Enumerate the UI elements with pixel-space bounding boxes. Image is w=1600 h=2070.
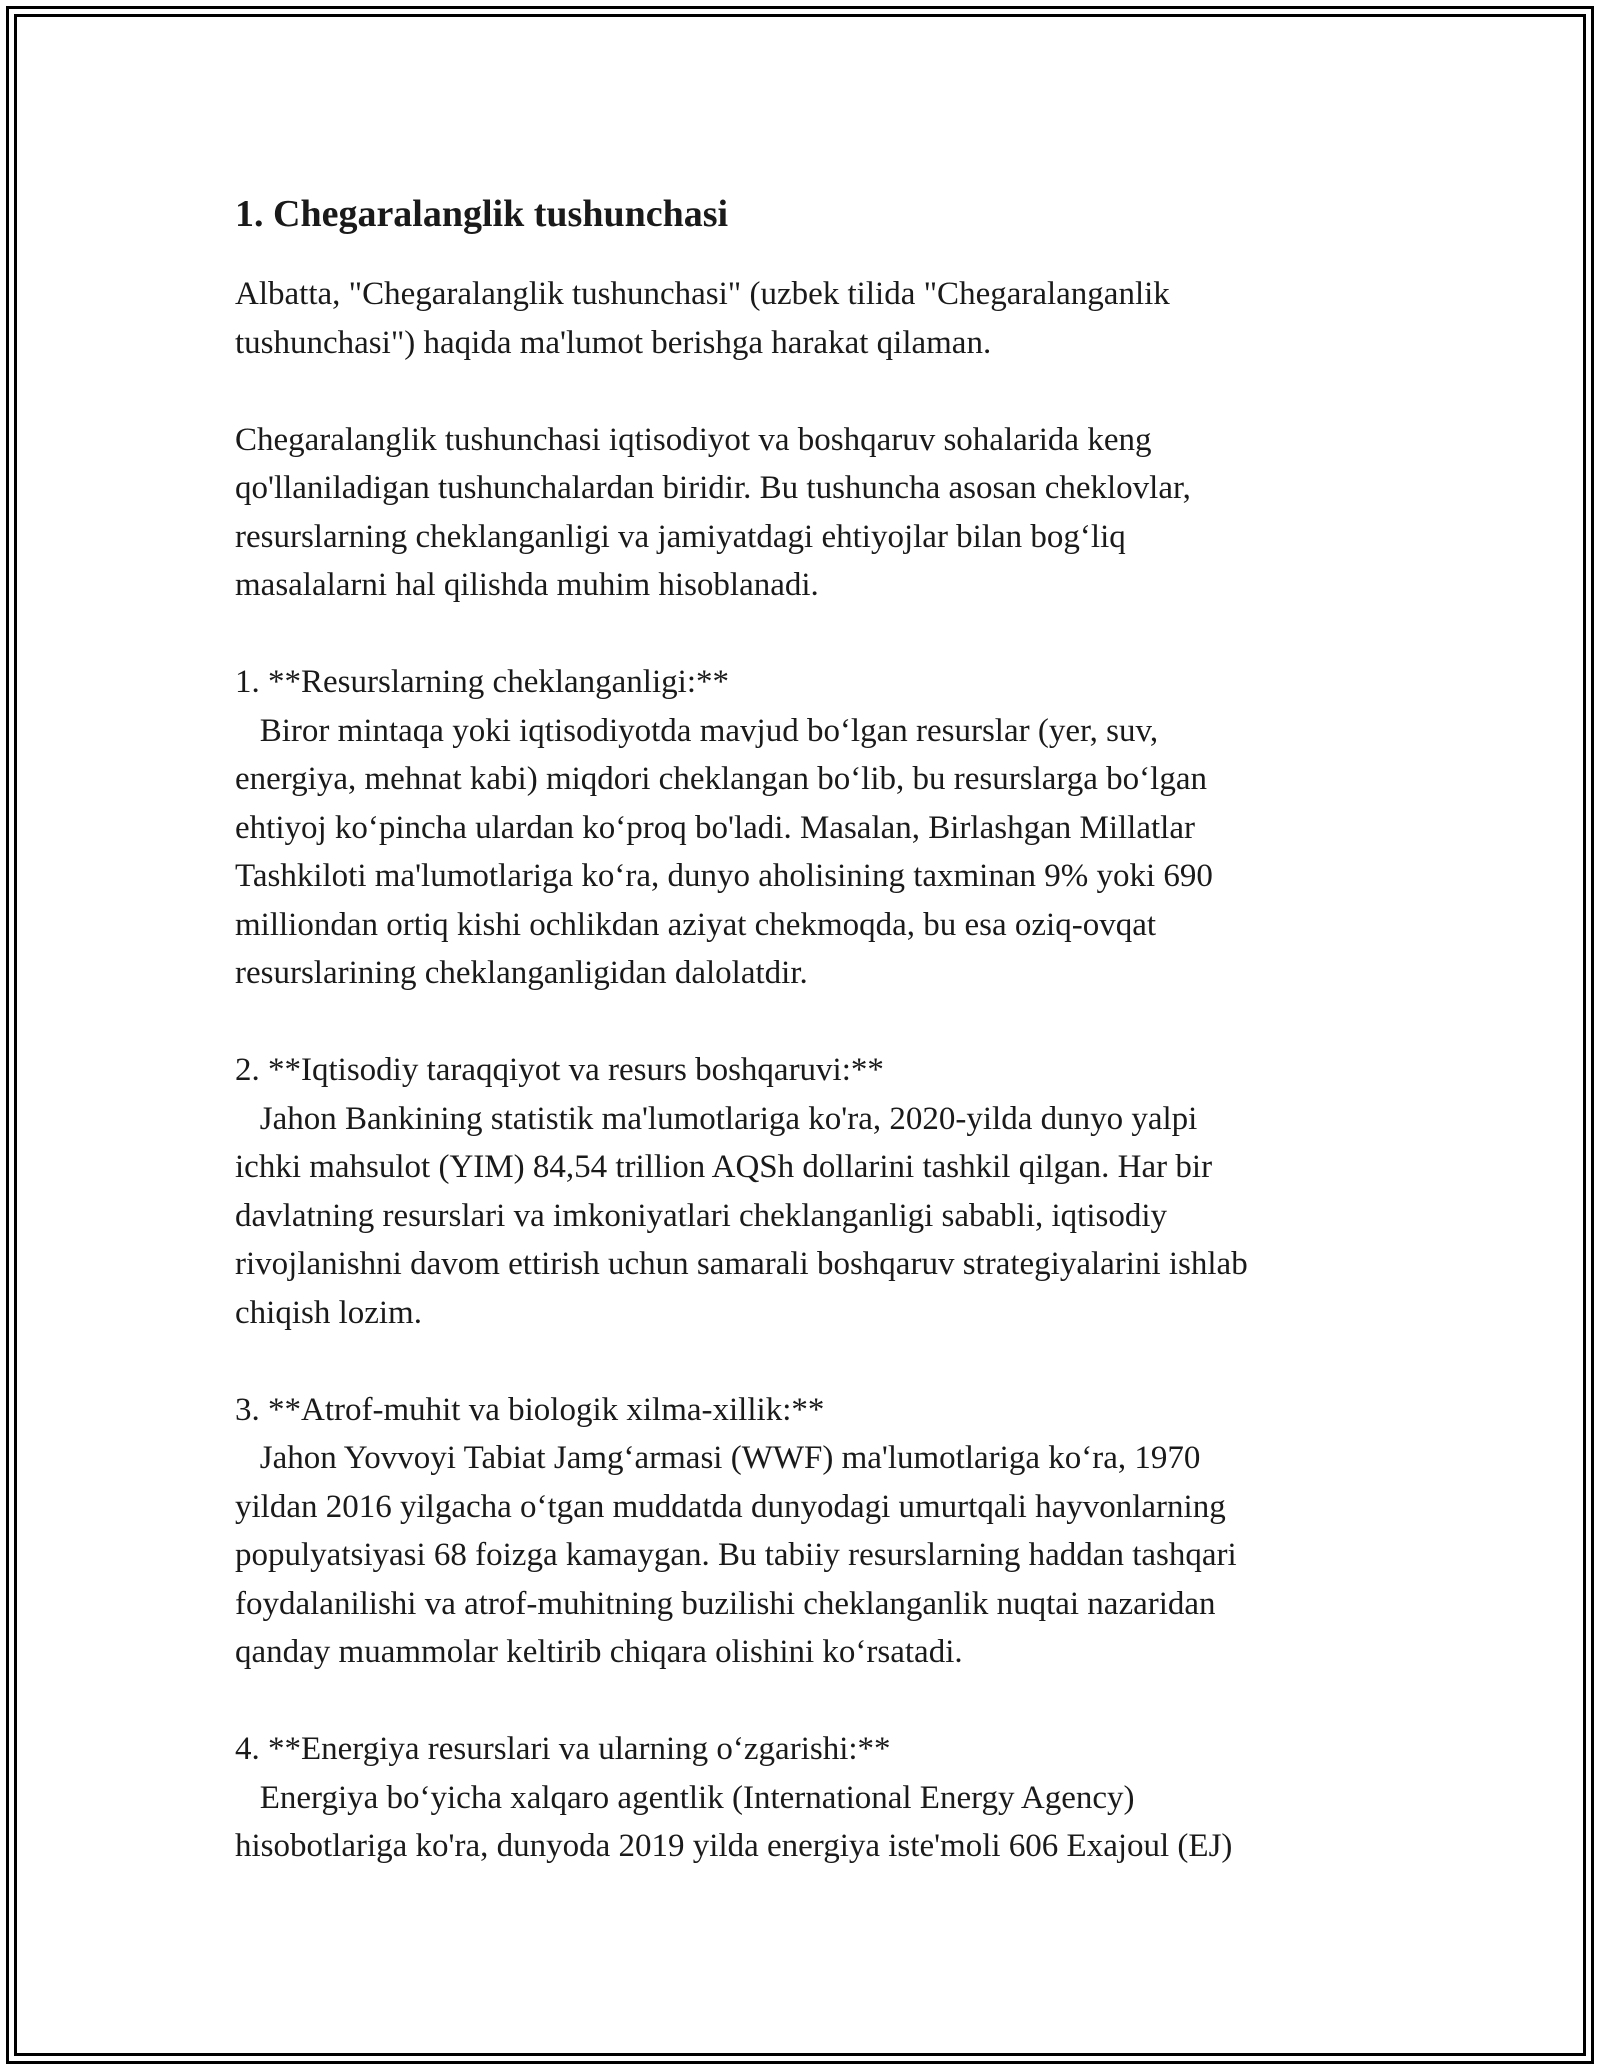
intro-paragraph xyxy=(235,270,1395,367)
section-line: Jahon Yovvoyi Tabiat Jamg‘armasi (WWF) ma'lumotlariga ko‘ra, 1970 xyxy=(235,1440,1201,1476)
section-line: Biror mintaqa yoki iqtisodiyotda mavjud bo‘lgan resurslar (yer, suv, xyxy=(235,712,1159,749)
definition-line: resurslarning cheklanganligi va jamiyatdagi ehtiyojlar bilan bog‘liq xyxy=(235,518,1126,555)
section-line: rivojlanishni davom ettirish uchun samarali boshqaruv strategiyalarini ishlab xyxy=(235,1246,1248,1282)
section-line: energiya, mehnat kabi) miqdori cheklangan bo‘lib, bu resurslarga bo‘lgan xyxy=(235,761,1207,797)
section-economic-development xyxy=(235,1046,1395,1337)
section-heading: 4. **Energiya resurslari va ularning o‘zgarishi:** xyxy=(235,1731,891,1767)
section-heading: 2. **Iqtisodiy taraqqiyot va resurs boshqaruvi:** xyxy=(235,1052,884,1088)
document-title: 1. Chegaralanglik tushunchasi xyxy=(235,193,729,235)
section-line: Jahon Bankining statistik ma'lumotlariga ko'ra, 2020-yilda dunyo yalpi xyxy=(235,1100,1198,1137)
section-line: ehtiyoj ko‘pincha ulardan ko‘proq bo'ladi. Masalan, Birlashgan Millatlar xyxy=(235,809,1195,846)
section-line: qanday muammolar keltirib chiqara olishini ko‘rsatadi. xyxy=(235,1634,963,1670)
section-line: ichki mahsulot (YIM) 84,54 trillion AQSh dollarini tashkil qilgan. Har bir xyxy=(235,1149,1213,1185)
section-line: foydalanilishi va atrof-muhitning buzilishi cheklanganlik nuqtai nazaridan xyxy=(235,1585,1216,1622)
section-heading: 1. **Resurslarning cheklanganligi:** xyxy=(235,664,729,700)
document-body xyxy=(235,186,1395,1871)
section-line: resurslarining cheklanganligidan dalolatdir. xyxy=(235,955,808,991)
section-environment xyxy=(235,1386,1395,1677)
section-line: Energiya bo‘yicha xalqaro agentlik (International Energy Agency) xyxy=(235,1779,1135,1816)
intro-line: Albatta, "Chegaralanglik tushunchasi" (uzbek tilida "Chegaralanganlik xyxy=(235,276,1170,312)
section-line: populyatsiyasi 68 foizga kamaygan. Bu tabiiy resurslarning haddan tashqari xyxy=(235,1537,1237,1573)
definition-line: qo'llaniladigan tushunchalardan biridir. Bu tushuncha asosan cheklovlar, xyxy=(235,470,1191,506)
section-line: milliondan ortiq kishi ochlikdan aziyat chekmoqda, bu esa oziq-ovqat xyxy=(235,906,1157,943)
definition-paragraph xyxy=(235,416,1395,610)
intro-line: tushunchasi") haqida ma'lumot berishga harakat qilaman. xyxy=(235,324,992,361)
section-line: Tashkiloti ma'lumotlariga ko‘ra, dunyo aholisining taxminan 9% yoki 690 xyxy=(235,858,1213,894)
definition-line: masalalarni hal qilishda muhim hisoblanadi. xyxy=(235,567,819,603)
section-resources xyxy=(235,658,1395,998)
section-line: davlatning resurslari va imkoniyatlari cheklanganligi sababli, iqtisodiy xyxy=(235,1197,1168,1234)
section-energy xyxy=(235,1725,1395,1871)
section-heading: 3. **Atrof-muhit va biologik xilma-xillik:** xyxy=(235,1391,825,1428)
section-line: chiqish lozim. xyxy=(235,1294,422,1331)
section-line: hisobotlariga ko'ra, dunyoda 2019 yilda energiya iste'moli 606 Exajoul (EJ) xyxy=(235,1828,1233,1864)
section-line: yildan 2016 yilgacha o‘tgan muddatda dunyodagi umurtqali hayvonlarning xyxy=(235,1488,1226,1525)
definition-line: Chegaralanglik tushunchasi iqtisodiyot va boshqaruv sohalarida keng xyxy=(235,421,1152,458)
